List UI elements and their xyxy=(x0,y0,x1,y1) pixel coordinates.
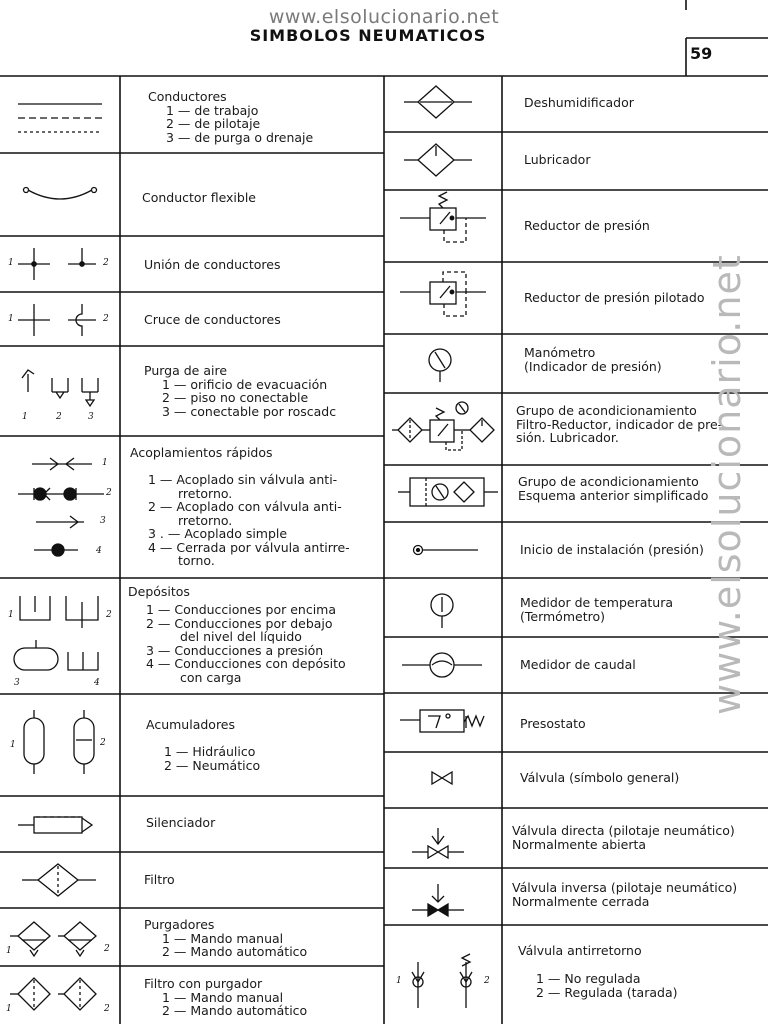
valvula-inversa-line: Válvula inversa (pilotaje neumático) xyxy=(512,880,738,895)
conductor-union-symbol xyxy=(18,248,96,280)
drain-symbol xyxy=(10,922,96,956)
list-item: 2 — Conducciones por debajo xyxy=(146,615,333,631)
list-item: 1 — orificio de evacuación xyxy=(162,376,328,392)
label-3: 3 xyxy=(88,412,94,422)
page-title: SIMBOLOS NEUMATICOS xyxy=(249,26,487,45)
quick-coupling-symbol xyxy=(18,458,104,556)
label-1: 1 xyxy=(396,976,402,986)
caudal-label: Medidor de caudal xyxy=(520,657,636,672)
antirretorno-title: Válvula antirretorno xyxy=(518,943,642,958)
direct-valve-symbol xyxy=(412,828,464,858)
pressure-switch-symbol xyxy=(400,710,484,732)
presostato-label: Presostato xyxy=(520,716,586,731)
label-2: 2 xyxy=(484,976,490,986)
label-2: 2 xyxy=(100,738,106,748)
page-number: 59 xyxy=(690,44,713,63)
valvula-label: Válvula (símbolo general) xyxy=(520,770,680,785)
reductor-label: Reductor de presión xyxy=(524,218,650,233)
acoplamientos-title: Acoplamientos rápidos xyxy=(130,445,273,460)
reductor-pilotado-label: Reductor de presión pilotado xyxy=(524,290,705,305)
conductor-cross-symbol xyxy=(18,304,96,336)
list-item: 2 — Acoplado con válvula anti- xyxy=(148,499,342,514)
label-1: 1 xyxy=(102,458,108,468)
flexible-label: Conductor flexible xyxy=(142,190,257,205)
grupo-simplificado-line: Esquema anterior simplificado xyxy=(518,487,709,503)
deshumidificador-label: Deshumidificador xyxy=(524,95,634,110)
valvula-directa-line: Válvula directa (pilotaje neumático) xyxy=(512,823,735,838)
acumuladores-title: Acumuladores xyxy=(146,717,236,732)
label-1: 1 xyxy=(6,1004,12,1014)
grupo-simplificado-cell xyxy=(518,475,708,502)
list-item: 2 — piso no conectable xyxy=(162,390,309,405)
temperatura-line: Medidor de temperatura xyxy=(520,595,673,610)
purgadores-cell xyxy=(144,918,307,959)
silencer-symbol xyxy=(18,817,92,833)
list-item: 3 . — Acoplado simple xyxy=(148,526,288,541)
filtro-purgador-title: Filtro con purgador xyxy=(144,976,263,991)
label-2: 2 xyxy=(103,314,109,324)
pressure-reducer-symbol xyxy=(400,192,486,242)
list-item: 2 — Neumático xyxy=(164,757,261,773)
temperatura-cell xyxy=(520,596,673,623)
purgadores-title: Purgadores xyxy=(144,917,215,932)
list-item: rretorno. xyxy=(178,512,233,528)
label-3: 3 xyxy=(100,516,106,526)
list-item: 1 — Acoplado sin válvula anti- xyxy=(148,472,338,487)
purga-cell xyxy=(144,364,336,418)
manometro-cell xyxy=(524,346,662,373)
filtro-label: Filtro xyxy=(144,872,175,887)
grupo-line: sión. Lubricador. xyxy=(516,430,619,445)
installation-start-symbol xyxy=(414,546,479,555)
list-item: rretorno. xyxy=(178,485,233,501)
list-item: 3 — Conducciones a presión xyxy=(146,642,324,658)
filter-symbol xyxy=(22,864,96,896)
air-purge-symbol xyxy=(22,370,98,406)
label-2: 2 xyxy=(104,944,110,954)
valvula-directa-line: Normalmente abierta xyxy=(512,836,647,852)
watermark-top: www.elsolucionario.net xyxy=(268,6,500,28)
list-item: torno. xyxy=(178,553,215,568)
purga-title: Purga de aire xyxy=(144,363,228,378)
label-3: 3 xyxy=(14,678,20,688)
dehumidifier-symbol xyxy=(404,86,472,118)
list-item: 3 — conectable por roscadc xyxy=(162,403,337,419)
list-item: 2 — Mando automático xyxy=(162,944,308,959)
manometer-symbol xyxy=(429,349,451,382)
conductores-cell xyxy=(148,90,313,144)
valvula-directa-cell xyxy=(512,824,735,851)
thermometer-symbol xyxy=(431,594,453,628)
piloted-pressure-reducer-symbol xyxy=(400,272,486,316)
grupo-line: Filtro-Reductor, indicador de pre- xyxy=(516,416,723,432)
list-item: con carga xyxy=(180,669,242,685)
list-item: 1 — Conducciones por encima xyxy=(146,602,337,617)
list-item: 4 — Conducciones con depósito xyxy=(146,656,346,671)
conductor-lines-symbol xyxy=(18,104,102,132)
list-item: del nivel del líquido xyxy=(180,629,302,644)
list-item: 2 — de pilotaje xyxy=(166,116,261,131)
inicio-label: Inicio de instalación (presión) xyxy=(520,542,704,557)
list-item: 1 — Mando manual xyxy=(162,930,284,946)
list-item: 2 — Regulada (tarada) xyxy=(536,984,678,1000)
label-2: 2 xyxy=(106,488,112,498)
list-item: 1 — Hidráulico xyxy=(164,744,256,759)
temperatura-line: (Termómetro) xyxy=(520,608,605,624)
antirretorno-list xyxy=(536,972,677,999)
acoplamientos-list xyxy=(148,473,350,568)
manometro-line: Manómetro xyxy=(524,345,596,360)
watermark-side: www.elsolucionario.net xyxy=(705,254,749,715)
depositos-title: Depósitos xyxy=(128,584,190,599)
cruce-label: Cruce de conductores xyxy=(144,312,281,327)
filtro-purgador-cell xyxy=(144,977,307,1018)
label-1: 1 xyxy=(8,314,14,324)
list-item: 1 — Mando manual xyxy=(162,989,284,1005)
flow-meter-symbol xyxy=(402,653,482,677)
inverse-valve-symbol xyxy=(412,884,464,916)
label-4: 4 xyxy=(94,678,100,688)
valve-symbol xyxy=(432,772,452,784)
lubricador-label: Lubricador xyxy=(524,152,591,167)
grupo-line: Grupo de acondicionamiento xyxy=(516,403,697,418)
label-2: 2 xyxy=(106,610,112,620)
valvula-inversa-cell xyxy=(512,881,737,908)
label-2: 2 xyxy=(103,258,109,268)
silenciador-label: Silenciador xyxy=(146,815,216,830)
grupo-cell xyxy=(516,404,722,445)
tank-symbol xyxy=(14,596,98,670)
conditioning-group-simplified-symbol xyxy=(398,478,498,506)
grupo-simplificado-line: Grupo de acondicionamiento xyxy=(518,474,699,489)
label-1: 1 xyxy=(10,740,16,750)
conditioning-group-symbol xyxy=(392,402,494,450)
label-2: 2 xyxy=(104,1004,110,1014)
label-4: 4 xyxy=(96,546,102,556)
filter-drain-symbol xyxy=(10,978,96,1010)
list-item: 3 — de purga o drenaje xyxy=(166,129,314,145)
union-label: Unión de conductores xyxy=(144,257,281,272)
list-item: 1 — de trabajo xyxy=(166,102,259,118)
flexible-conductor-symbol xyxy=(24,188,97,200)
label-1: 1 xyxy=(6,946,12,956)
label-1: 1 xyxy=(22,412,28,422)
list-item: 1 — No regulada xyxy=(536,971,641,986)
depositos-list xyxy=(146,603,346,684)
valvula-inversa-line: Normalmente cerrada xyxy=(512,893,650,909)
manometro-line: (Indicador de presión) xyxy=(524,358,662,374)
label-2: 2 xyxy=(56,412,62,422)
lubricator-symbol xyxy=(404,144,472,176)
conductores-title: Conductores xyxy=(148,89,227,104)
check-valve-symbol xyxy=(412,954,472,1008)
list-item: 4 — Cerrada por válvula antirre- xyxy=(148,539,350,555)
label-1: 1 xyxy=(8,258,14,268)
accumulator-symbol xyxy=(24,710,94,774)
acumuladores-list xyxy=(164,745,260,772)
list-item: 2 — Mando automático xyxy=(162,1003,308,1018)
label-1: 1 xyxy=(8,610,14,620)
